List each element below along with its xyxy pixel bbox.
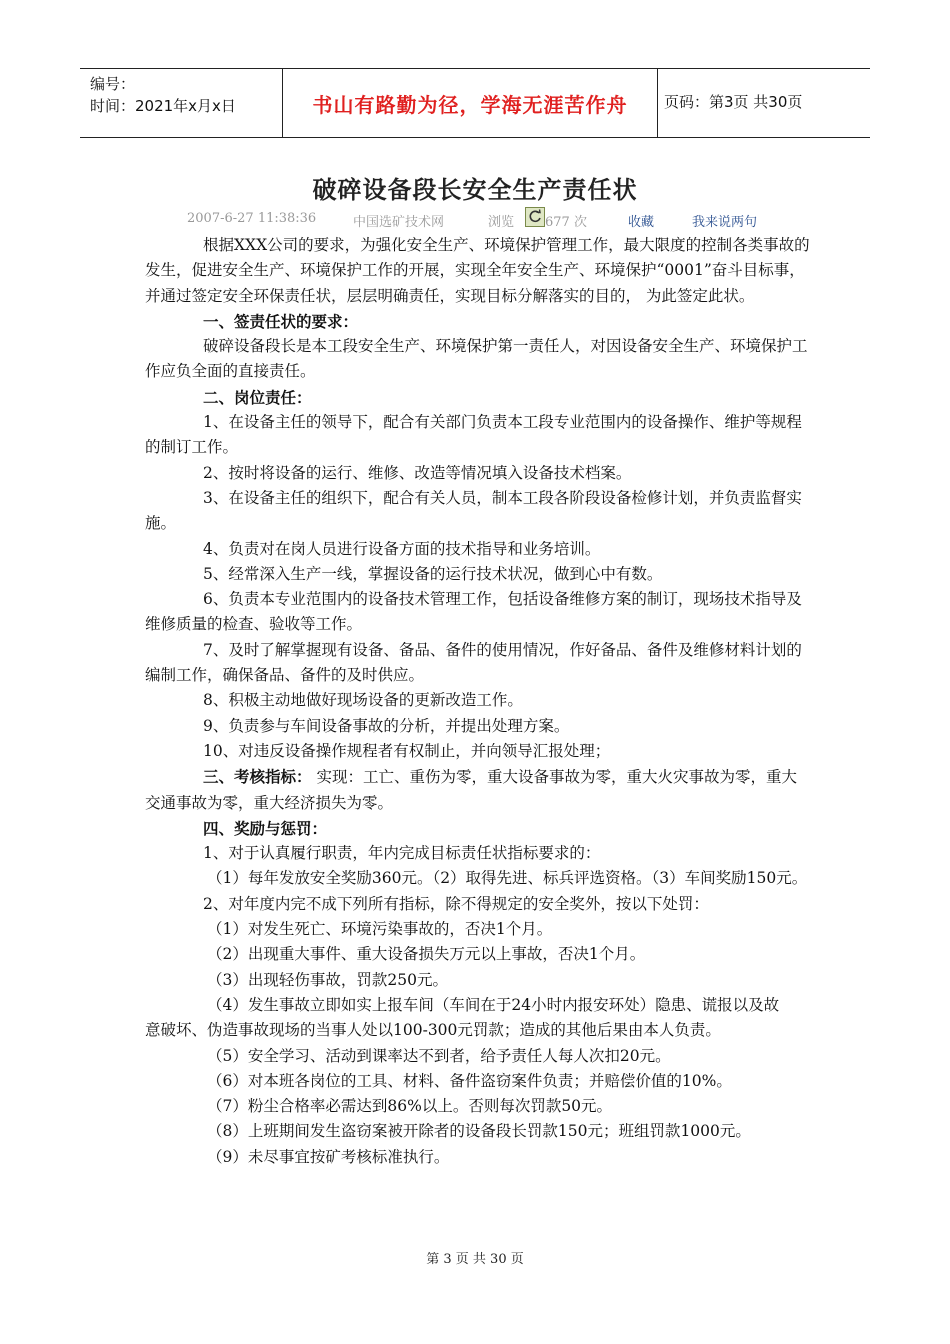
- body-paragraph: 意破坏、伪造事故现场的当事人处以100-300元罚款；造成的其他后果由本人负责。: [145, 1021, 721, 1040]
- body-paragraph: （3）出现轻伤事故，罚款250元。: [207, 970, 448, 989]
- date-line: 时间：2021年x月x日: [90, 97, 236, 115]
- body-paragraph: 2、按时将设备的运行、维修、改造等情况填入设备技术档案。: [203, 463, 632, 482]
- body-paragraph: 根据XXX公司的要求，为强化安全生产、环境保护管理工作，最大限度的控制各类事故的发生，促进安全生产、环境保护工作的开展，实现全年安全生产、环境保护“0001”奋斗目标事，并通过签定安全环保责任状，层层明确责任，实现目标分解落实的目的， 为此签定此状。: [145, 236, 810, 305]
- body-paragraph: （6）对本班各岗位的工具、材料、备件盗窃案件负责；并赔偿价值的10%。: [207, 1071, 732, 1090]
- article-body: [145, 233, 810, 1170]
- body-paragraph: 一、签责任状的要求：: [203, 311, 359, 331]
- refresh-icon[interactable]: [525, 207, 545, 227]
- body-paragraph: （2）出现重大事件、重大设备损失万元以上事故，否决1个月。: [207, 945, 646, 964]
- body-paragraph: 破碎设备段长是本工段安全生产、环境保护第一责任人，对因设备安全生产、环境保护工作应负全面的直接责任。: [145, 337, 808, 381]
- article-datetime: 2007-6-27 11:38:36: [187, 211, 317, 226]
- body-paragraph: 5、经常深入生产一线，掌握设备的运行技术状况，做到心中有数。: [203, 564, 663, 583]
- body-paragraph: 7、及时了解掌握现有设备、备品、备件的使用情况，作好备品、备件及维修材料计划的编制工作，确保备品、备件的及时供应。: [145, 640, 802, 685]
- assessment-heading: 三、考核指标：: [203, 767, 312, 787]
- favorite-link[interactable]: 收藏: [628, 215, 655, 230]
- body-paragraph: （1）对发生死亡、环境污染事故的，否决1个月。: [207, 920, 553, 939]
- header-divider-right: [657, 69, 658, 137]
- page-footer: 第 3 页 共 30 页: [426, 1252, 524, 1267]
- assessment-paragraph: [145, 764, 810, 816]
- body-paragraph: 2、对年度内完不成下列所有指标，除不得规定的安全奖外，按以下处罚：: [203, 894, 709, 913]
- body-paragraph: 9、负责参与车间设备事故的分析，并提出处理方案。: [203, 716, 570, 735]
- body-paragraph: （4）发生事故立即如实上报车间（车间在于24小时内报安环处）隐患、谎报以及故: [207, 995, 780, 1014]
- body-paragraph: 1、在设备主任的领导下，配合有关部门负责本工段专业范围内的设备操作、维护等规程的制订工作。: [145, 413, 802, 457]
- body-paragraph: （7）粉尘合格率必需达到86%以上。否则每次罚款50元。: [207, 1097, 613, 1116]
- body-paragraph: 二、岗位责任：: [203, 387, 312, 407]
- body-paragraph: 四、奖励与惩罚：: [203, 818, 328, 838]
- document-header: [80, 68, 870, 138]
- body-paragraph: 3、在设备主任的组织下，配合有关人员，制本工段各阶段设备检修计划，并负责监督实施。: [145, 488, 802, 533]
- comment-link[interactable]: 我来说两句: [692, 215, 758, 230]
- header-left-block: [90, 73, 236, 117]
- body-paragraph: （1）每年发放安全奖励360元。（2）取得先进、标兵评选资格。（3）车间奖励150元。: [207, 869, 808, 888]
- views-count: 677 次: [545, 215, 587, 230]
- views-label: 浏览: [488, 215, 515, 230]
- header-page-info: 页码：第3页 共30页: [664, 93, 803, 111]
- article-title: 破碎设备段长安全生产责任状: [312, 176, 638, 204]
- body-paragraph: （5）安全学习、活动到课率达不到者，给予责任人每人次扣20元。: [207, 1046, 671, 1065]
- body-paragraph: （9）未尽事宜按矿考核标准执行。: [207, 1147, 450, 1166]
- assessment-text: 实现：工亡、重伤为零，重大设备事故为零，重大火灾事故为零，重大交通事故为零，重大经济损失为零。: [145, 768, 797, 812]
- header-motto: 书山有路勤为径，学海无涯苦作舟: [312, 92, 628, 117]
- body-paragraph: 10、对违反设备操作规程者有权制止，并向领导汇报处理；: [203, 741, 611, 760]
- article-source: 中国选矿技术网: [353, 215, 445, 230]
- body-paragraph: 4、负责对在岗人员进行设备方面的技术指导和业务培训。: [203, 539, 601, 558]
- body-paragraph: 6、负责本专业范围内的设备技术管理工作，包括设备维修方案的制订，现场技术指导及维修质量的检查、验收等工作。: [145, 590, 802, 634]
- body-paragraph: 1、对于认真履行职责，年内完成目标责任状指标要求的：: [203, 844, 601, 863]
- body-paragraph: 8、积极主动地做好现场设备的更新改造工作。: [203, 691, 523, 710]
- number-label: 编号：: [90, 75, 136, 93]
- body-paragraph: （8）上班期间发生盗窃案被开除者的设备段长罚款150元；班组罚款1000元。: [207, 1122, 751, 1141]
